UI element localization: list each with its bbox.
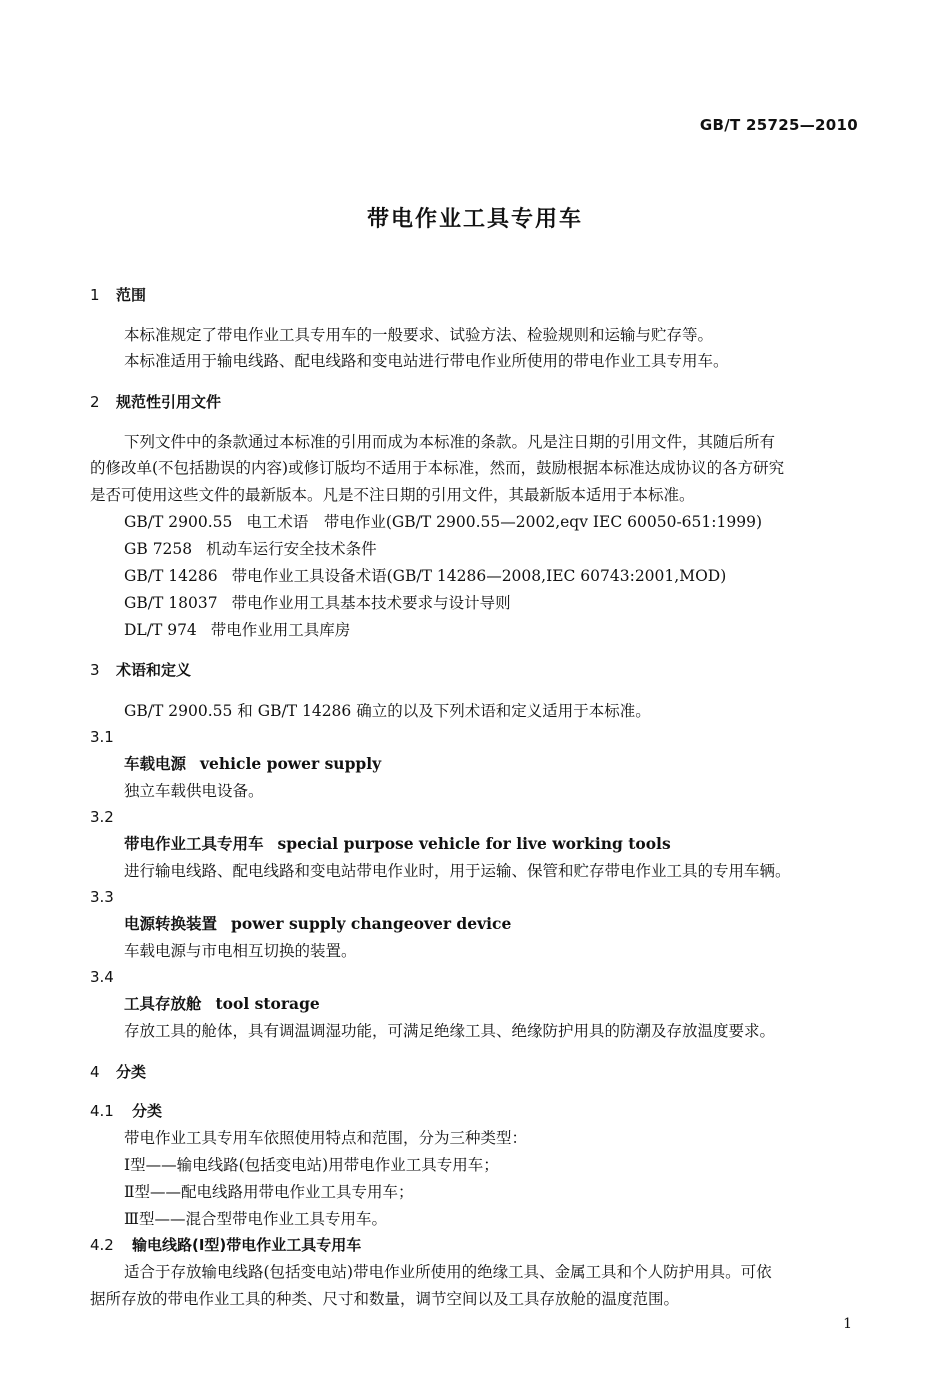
reference-title: 带电作业用工具库房: [210, 621, 351, 639]
reference-title: 带电作业用工具基本技术要求与设计导则: [231, 594, 511, 612]
reference-code: DL/T 974: [124, 621, 197, 639]
reference-title: 带电作业工具设备术语(GB/T 14286—2008,IEC 60743:2001,MOD): [231, 567, 727, 585]
term-definition: 独立车载供电设备。: [124, 782, 264, 800]
subsection-number: 4.1: [90, 1102, 114, 1120]
normative-reference: [124, 538, 377, 560]
term-heading: [124, 993, 320, 1015]
reference-code: GB 7258: [124, 540, 193, 558]
section-number: 4: [90, 1063, 100, 1081]
term-heading: [124, 753, 381, 775]
term-english: vehicle power supply: [200, 754, 382, 773]
term-english: power supply changeover device: [231, 914, 512, 933]
normative-reference: [124, 511, 762, 533]
term-number: 3.1: [90, 728, 114, 746]
reference-title: 机动车运行安全技术条件: [206, 540, 377, 558]
subsection-4-1-heading: [90, 1100, 162, 1122]
section-1-heading: [90, 284, 146, 306]
page-number: 1: [843, 1316, 852, 1332]
section-number: 3: [90, 661, 100, 679]
section-title: 规范性引用文件: [116, 393, 222, 411]
subsection-number: 4.2: [90, 1236, 114, 1254]
reference-code: GB/T 2900.55: [124, 513, 233, 531]
section-1-paragraph-1: 本标准规定了带电作业工具专用车的一般要求、试验方法、检验规则和运输与贮存等。: [124, 326, 714, 344]
section-number: 1: [90, 286, 100, 304]
term-english: special purpose vehicle for live working tools: [277, 834, 671, 853]
reference-title: 电工术语 带电作业(GB/T 2900.55—2002,eqv IEC 60050-651:1999): [246, 513, 762, 531]
section-2-paragraph-line-3: 是否可使用这些文件的最新版本。凡是不注日期的引用文件，其最新版本适用于本标准。: [90, 486, 695, 504]
term-english: tool storage: [215, 994, 320, 1013]
section-3-intro: GB/T 2900.55 和 GB/T 14286 确立的以及下列术语和定义适用于本标准。: [124, 702, 651, 720]
reference-code: GB/T 14286: [124, 567, 218, 585]
term-chinese: 车载电源: [124, 755, 187, 773]
section-3-heading: [90, 659, 191, 681]
subsection-4-2-heading: [90, 1234, 361, 1256]
term-definition: 存放工具的舱体，具有调温调湿功能，可满足绝缘工具、绝缘防护用具的防潮及存放温度要求。: [124, 1022, 776, 1040]
section-2-paragraph-line-2: 的修改单(不包括勘误的内容)或修订版均不适用于本标准，然而，鼓励根据本标准达成协议的各方研究: [90, 459, 785, 477]
term-definition: 进行输电线路、配电线路和变电站带电作业时，用于运输、保管和贮存带电作业工具的专用车辆。: [124, 862, 791, 880]
term-number: 3.2: [90, 808, 114, 826]
type-item: Ⅲ型——混合型带电作业工具专用车。: [124, 1210, 387, 1228]
term-heading: [124, 913, 511, 935]
subsection-title: 输电线路(Ⅰ型)带电作业工具专用车: [132, 1236, 362, 1254]
term-number: 3.4: [90, 968, 114, 986]
subsection-4-2-paragraph-line-2: 据所存放的带电作业工具的种类、尺寸和数量，调节空间以及工具存放舱的温度范围。: [90, 1290, 680, 1308]
normative-reference: [124, 592, 511, 614]
term-number: 3.3: [90, 888, 114, 906]
section-number: 2: [90, 393, 100, 411]
term-chinese: 电源转换装置: [124, 915, 218, 933]
section-4-heading: [90, 1061, 146, 1083]
section-title: 范围: [116, 286, 147, 304]
term-chinese: 工具存放舱: [124, 995, 202, 1013]
normative-reference: [124, 619, 350, 641]
type-item: Ⅰ型——输电线路(包括变电站)用带电作业工具专用车；: [124, 1156, 499, 1174]
section-1-paragraph-2: 本标准适用于输电线路、配电线路和变电站进行带电作业所使用的带电作业工具专用车。: [124, 352, 729, 370]
section-2-heading: [90, 391, 221, 413]
section-title: 术语和定义: [116, 661, 192, 679]
section-2-paragraph-line-1: 下列文件中的条款通过本标准的引用而成为本标准的条款。凡是注日期的引用文件，其随后所有: [124, 433, 776, 451]
section-title: 分类: [116, 1063, 147, 1081]
type-item: Ⅱ型——配电线路用带电作业工具专用车；: [124, 1183, 414, 1201]
document-title: 带电作业工具专用车: [366, 207, 583, 232]
standard-number: GB/T 25725—2010: [699, 116, 858, 134]
normative-reference: [124, 565, 726, 587]
subsection-4-1-intro: 带电作业工具专用车依照使用特点和范围，分为三种类型：: [124, 1129, 528, 1147]
term-chinese: 带电作业工具专用车: [124, 835, 264, 853]
subsection-title: 分类: [132, 1102, 163, 1120]
term-definition: 车载电源与市电相互切换的装置。: [124, 942, 357, 960]
reference-code: GB/T 18037: [124, 594, 218, 612]
term-heading: [124, 833, 671, 855]
subsection-4-2-paragraph-line-1: 适合于存放输电线路(包括变电站)带电作业所使用的绝缘工具、金属工具和个人防护用具。可依: [124, 1263, 772, 1281]
